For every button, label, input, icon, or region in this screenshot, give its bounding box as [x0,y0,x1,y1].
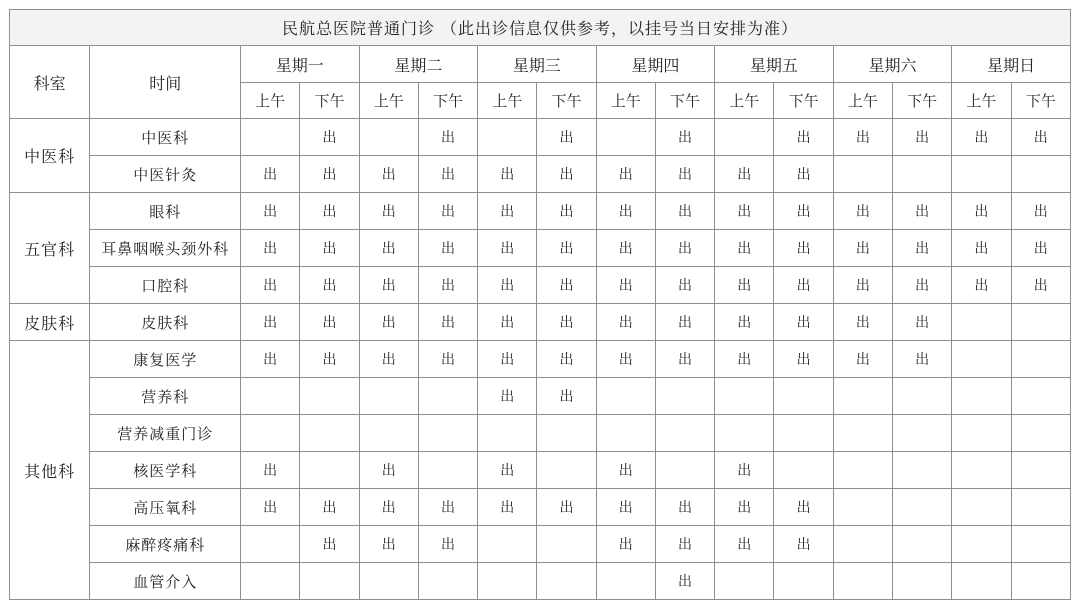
empty-slot [892,415,951,452]
clinic-available-mark: 出 [359,341,418,378]
empty-slot [537,563,596,600]
clinic-name: 营养减重门诊 [90,415,241,452]
clinic-available-mark: 出 [241,230,300,267]
empty-slot [715,563,774,600]
empty-slot [1011,452,1071,489]
empty-slot [952,526,1011,563]
clinic-available-mark: 出 [359,193,418,230]
weekday-header: 星期一 [241,46,360,83]
clinic-available-mark: 出 [359,304,418,341]
empty-slot [596,563,655,600]
weekday-header: 星期二 [359,46,478,83]
clinic-name: 营养科 [90,378,241,415]
clinic-available-mark: 出 [715,304,774,341]
empty-slot [833,489,892,526]
clinic-available-mark: 出 [241,452,300,489]
empty-slot [1011,156,1071,193]
empty-slot [300,378,359,415]
clinic-available-mark: 出 [892,267,951,304]
empty-slot [952,378,1011,415]
clinic-available-mark: 出 [655,230,714,267]
clinic-available-mark: 出 [655,267,714,304]
weekday-header: 星期六 [833,46,952,83]
empty-slot [241,526,300,563]
empty-slot [418,415,477,452]
morning-header: 上午 [478,83,537,119]
empty-slot [952,304,1011,341]
empty-slot [241,415,300,452]
clinic-available-mark: 出 [892,193,951,230]
clinic-available-mark: 出 [892,341,951,378]
clinic-available-mark: 出 [715,230,774,267]
clinic-available-mark: 出 [833,267,892,304]
clinic-available-mark: 出 [241,156,300,193]
clinic-available-mark: 出 [715,267,774,304]
empty-slot [715,415,774,452]
clinic-name: 核医学科 [90,452,241,489]
empty-slot [655,415,714,452]
empty-slot [537,415,596,452]
clinic-available-mark: 出 [655,304,714,341]
clinic-available-mark: 出 [359,452,418,489]
clinic-available-mark: 出 [596,526,655,563]
clinic-available-mark: 出 [715,526,774,563]
clinic-available-mark: 出 [596,267,655,304]
empty-slot [892,378,951,415]
clinic-available-mark: 出 [1011,193,1071,230]
table-row [10,341,1071,378]
clinic-available-mark: 出 [418,267,477,304]
clinic-available-mark: 出 [300,341,359,378]
afternoon-header: 下午 [300,83,359,119]
clinic-available-mark: 出 [596,193,655,230]
clinic-name: 中医科 [90,119,241,156]
empty-slot [1011,341,1071,378]
empty-slot [952,489,1011,526]
clinic-available-mark: 出 [241,193,300,230]
clinic-available-mark: 出 [774,193,833,230]
clinic-available-mark: 出 [300,526,359,563]
clinic-available-mark: 出 [833,230,892,267]
table-row [10,489,1071,526]
clinic-name: 血管介入 [90,563,241,600]
clinic-name: 中医针灸 [90,156,241,193]
clinic-available-mark: 出 [952,230,1011,267]
clinic-available-mark: 出 [537,193,596,230]
empty-slot [774,415,833,452]
empty-slot [418,563,477,600]
clinic-available-mark: 出 [241,341,300,378]
clinic-available-mark: 出 [241,489,300,526]
table-row [10,193,1071,230]
clinic-available-mark: 出 [537,489,596,526]
morning-header: 上午 [596,83,655,119]
empty-slot [1011,489,1071,526]
time-header: 时间 [90,46,241,119]
clinic-available-mark: 出 [418,230,477,267]
clinic-name: 眼科 [90,193,241,230]
clinic-available-mark: 出 [655,563,714,600]
empty-slot [774,378,833,415]
empty-slot [715,119,774,156]
clinic-available-mark: 出 [774,341,833,378]
empty-slot [418,452,477,489]
empty-slot [241,563,300,600]
clinic-available-mark: 出 [478,267,537,304]
clinic-available-mark: 出 [537,230,596,267]
empty-slot [596,415,655,452]
clinic-available-mark: 出 [715,452,774,489]
clinic-available-mark: 出 [359,156,418,193]
clinic-available-mark: 出 [537,267,596,304]
clinic-available-mark: 出 [478,452,537,489]
clinic-name: 康复医学 [90,341,241,378]
clinic-available-mark: 出 [537,119,596,156]
clinic-available-mark: 出 [1011,267,1071,304]
empty-slot [892,489,951,526]
schedule-sheet [9,9,1071,601]
clinic-available-mark: 出 [952,267,1011,304]
department-name: 五官科 [10,193,90,304]
clinic-available-mark: 出 [478,230,537,267]
clinic-available-mark: 出 [596,489,655,526]
clinic-available-mark: 出 [300,230,359,267]
clinic-available-mark: 出 [478,489,537,526]
clinic-available-mark: 出 [359,230,418,267]
empty-slot [300,563,359,600]
empty-slot [833,452,892,489]
clinic-available-mark: 出 [359,267,418,304]
clinic-available-mark: 出 [596,304,655,341]
table-row [10,156,1071,193]
clinic-available-mark: 出 [537,378,596,415]
clinic-available-mark: 出 [537,304,596,341]
empty-slot [952,415,1011,452]
empty-slot [300,452,359,489]
empty-slot [359,378,418,415]
clinic-available-mark: 出 [596,230,655,267]
clinic-available-mark: 出 [478,378,537,415]
clinic-available-mark: 出 [300,489,359,526]
empty-slot [359,119,418,156]
table-row [10,526,1071,563]
afternoon-header: 下午 [537,83,596,119]
afternoon-header: 下午 [418,83,477,119]
clinic-available-mark: 出 [241,304,300,341]
table-row [10,230,1071,267]
afternoon-header: 下午 [774,83,833,119]
clinic-available-mark: 出 [774,119,833,156]
clinic-available-mark: 出 [952,119,1011,156]
empty-slot [300,415,359,452]
empty-slot [537,452,596,489]
empty-slot [1011,304,1071,341]
clinic-name: 耳鼻咽喉头颈外科 [90,230,241,267]
clinic-available-mark: 出 [1011,119,1071,156]
empty-slot [833,378,892,415]
afternoon-header: 下午 [1011,83,1071,119]
department-name: 皮肤科 [10,304,90,341]
empty-slot [833,156,892,193]
clinic-available-mark: 出 [418,489,477,526]
table-row [10,563,1071,600]
empty-slot [655,452,714,489]
clinic-available-mark: 出 [715,341,774,378]
clinic-available-mark: 出 [774,304,833,341]
clinic-available-mark: 出 [715,489,774,526]
weekday-header: 星期五 [715,46,834,83]
morning-header: 上午 [833,83,892,119]
clinic-available-mark: 出 [478,193,537,230]
empty-slot [833,563,892,600]
empty-slot [774,563,833,600]
clinic-available-mark: 出 [833,119,892,156]
clinic-available-mark: 出 [300,304,359,341]
clinic-available-mark: 出 [655,119,714,156]
clinic-available-mark: 出 [300,267,359,304]
clinic-available-mark: 出 [655,341,714,378]
empty-slot [1011,378,1071,415]
clinic-available-mark: 出 [833,304,892,341]
clinic-available-mark: 出 [715,156,774,193]
dept-header: 科室 [10,46,90,119]
clinic-available-mark: 出 [892,304,951,341]
clinic-available-mark: 出 [892,230,951,267]
clinic-available-mark: 出 [892,119,951,156]
empty-slot [774,452,833,489]
clinic-available-mark: 出 [418,341,477,378]
empty-slot [892,563,951,600]
empty-slot [952,156,1011,193]
clinic-available-mark: 出 [833,193,892,230]
morning-header: 上午 [952,83,1011,119]
table-row [10,378,1071,415]
clinic-name: 麻醉疼痛科 [90,526,241,563]
morning-header: 上午 [359,83,418,119]
empty-slot [241,378,300,415]
empty-slot [478,415,537,452]
clinic-available-mark: 出 [359,526,418,563]
weekday-header: 星期四 [596,46,715,83]
clinic-available-mark: 出 [1011,230,1071,267]
clinic-available-mark: 出 [655,193,714,230]
clinic-available-mark: 出 [833,341,892,378]
clinic-available-mark: 出 [774,526,833,563]
clinic-available-mark: 出 [774,230,833,267]
clinic-available-mark: 出 [418,156,477,193]
clinic-available-mark: 出 [655,489,714,526]
empty-slot [478,526,537,563]
empty-slot [596,119,655,156]
empty-slot [892,156,951,193]
empty-slot [359,563,418,600]
weekday-header: 星期三 [478,46,597,83]
empty-slot [241,119,300,156]
clinic-available-mark: 出 [418,526,477,563]
empty-slot [1011,415,1071,452]
clinic-available-mark: 出 [478,156,537,193]
afternoon-header: 下午 [892,83,951,119]
clinic-available-mark: 出 [596,156,655,193]
empty-slot [537,526,596,563]
clinic-available-mark: 出 [241,267,300,304]
clinic-available-mark: 出 [418,119,477,156]
empty-slot [952,452,1011,489]
empty-slot [715,378,774,415]
empty-slot [892,452,951,489]
empty-slot [596,378,655,415]
morning-header: 上午 [241,83,300,119]
empty-slot [952,341,1011,378]
clinic-available-mark: 出 [537,341,596,378]
clinic-schedule-table [9,9,1071,600]
empty-slot [1011,563,1071,600]
empty-slot [418,378,477,415]
table-row [10,119,1071,156]
clinic-available-mark: 出 [774,267,833,304]
clinic-available-mark: 出 [418,193,477,230]
clinic-name: 皮肤科 [90,304,241,341]
clinic-available-mark: 出 [655,526,714,563]
empty-slot [1011,526,1071,563]
weekday-header: 星期日 [952,46,1071,83]
department-name: 中医科 [10,119,90,193]
morning-header: 上午 [715,83,774,119]
clinic-available-mark: 出 [359,489,418,526]
clinic-name: 口腔科 [90,267,241,304]
table-row [10,304,1071,341]
clinic-available-mark: 出 [537,156,596,193]
clinic-available-mark: 出 [478,304,537,341]
clinic-available-mark: 出 [952,193,1011,230]
table-title: 民航总医院普通门诊 （此出诊信息仅供参考，以挂号当日安排为准） [10,10,1071,46]
empty-slot [833,415,892,452]
clinic-available-mark: 出 [478,341,537,378]
clinic-available-mark: 出 [418,304,477,341]
table-row [10,452,1071,489]
table-row [10,267,1071,304]
empty-slot [655,378,714,415]
clinic-available-mark: 出 [596,452,655,489]
empty-slot [892,526,951,563]
empty-slot [478,119,537,156]
empty-slot [952,563,1011,600]
clinic-name: 高压氧科 [90,489,241,526]
clinic-available-mark: 出 [655,156,714,193]
clinic-available-mark: 出 [715,193,774,230]
afternoon-header: 下午 [655,83,714,119]
department-name: 其他科 [10,341,90,600]
table-row [10,415,1071,452]
empty-slot [478,563,537,600]
clinic-available-mark: 出 [300,156,359,193]
clinic-available-mark: 出 [596,341,655,378]
empty-slot [359,415,418,452]
clinic-available-mark: 出 [774,489,833,526]
empty-slot [833,526,892,563]
clinic-available-mark: 出 [300,193,359,230]
clinic-available-mark: 出 [300,119,359,156]
clinic-available-mark: 出 [774,156,833,193]
